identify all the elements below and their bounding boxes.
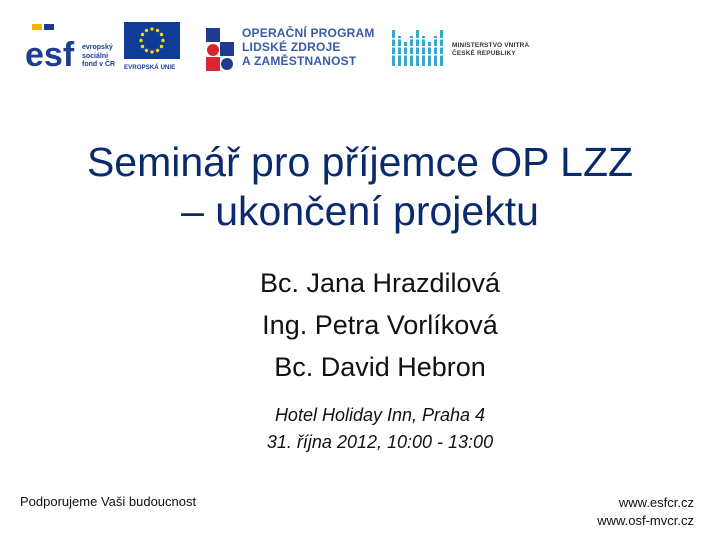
title-line-1: Seminář pro příjemce OP LZZ	[86, 139, 634, 185]
op-lzz-caption: OPERAČNÍ PROGRAM LIDSKÉ ZDROJE A ZAMĚSTNANOST	[242, 26, 375, 68]
event-info	[180, 402, 580, 456]
footer-slogan: Podporujeme Vaši budoucnost	[20, 494, 197, 509]
author-name: Bc. David Hebron	[274, 352, 486, 382]
op-lzz-logo	[202, 22, 377, 74]
author-list	[200, 262, 560, 388]
author-name: Ing. Petra Vorlíková	[262, 310, 498, 340]
ministry-logo	[390, 26, 580, 74]
svg-text:esf: esf	[25, 36, 75, 74]
slide-title	[0, 138, 720, 236]
footer-links	[597, 494, 694, 530]
eu-logo	[124, 22, 182, 74]
esf-mark-icon	[24, 22, 78, 74]
author-name: Bc. Jana Hrazdilová	[259, 268, 501, 298]
eu-caption: EVROPSKÁ UNIE	[124, 64, 176, 71]
ministry-caption: MINISTERSTVO VNITRA ČESKÉ REPUBLIKY	[452, 42, 530, 57]
ministry-mark-icon	[390, 26, 446, 72]
footer-link-osf[interactable]: www.osf-mvcr.cz	[597, 513, 694, 528]
eu-flag-icon	[124, 22, 180, 59]
event-date: 31. října 2012, 10:00 - 13:00	[266, 432, 494, 452]
esf-caption: evropský sociální fond v ČR	[82, 44, 116, 68]
footer-link-esfcr[interactable]: www.esfcr.cz	[618, 495, 694, 510]
title-line-2: – ukončení projektu	[181, 188, 539, 234]
op-lzz-mark-icon	[202, 26, 238, 72]
esf-logo	[24, 22, 122, 74]
event-venue: Hotel Holiday Inn, Praha 4	[274, 405, 486, 425]
logo-strip	[0, 0, 720, 90]
